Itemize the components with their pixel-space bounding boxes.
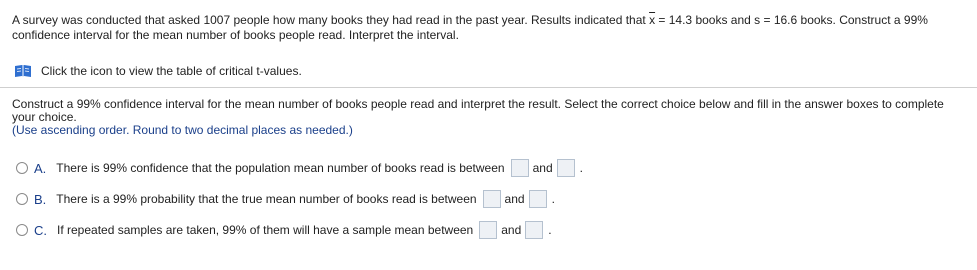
choice-a-text: There is 99% confidence that the population mean number of books read is between xyxy=(56,161,505,175)
choice-a-and: and xyxy=(532,161,553,175)
choice-c-letter: C. xyxy=(34,222,47,238)
t-table-link[interactable] xyxy=(14,64,302,78)
choice-a-period: . xyxy=(579,161,583,175)
choice-b-letter: B. xyxy=(34,191,47,207)
choice-b[interactable] xyxy=(16,190,555,208)
instructions-main: Construct a 99% confidence interval for the mean number of books people read and interpret the result. Select the correct choice below and fill in the answer boxes to complete your choice. xyxy=(12,97,944,124)
choice-b-radio[interactable] xyxy=(16,193,28,205)
choice-a[interactable] xyxy=(16,159,583,177)
problem-text-end: = 14.3 books and s = 16.6 books. Construct a 99% confidence interval for the mean number of books people read. Interpret the interval. xyxy=(12,13,928,42)
choice-a-letter: A. xyxy=(34,160,47,176)
choice-b-text: There is a 99% probability that the true mean number of books read is between xyxy=(56,192,477,206)
choice-a-lower-bound-input[interactable] xyxy=(511,159,529,177)
choice-c-period: . xyxy=(548,223,552,237)
sample-mean-symbol: $\overline{x}$ xyxy=(649,13,656,27)
choice-c-text: If repeated samples are taken, 99% of them will have a sample mean between xyxy=(57,223,474,237)
instructions xyxy=(12,98,967,137)
choice-b-and: and xyxy=(504,192,525,206)
problem-text-start: A survey was conducted that asked 1007 people how many books they had read in the past year. Results indicated that xyxy=(12,13,650,27)
choice-b-upper-bound-input[interactable] xyxy=(529,190,547,208)
t-table-link-text[interactable]: Click the icon to view the table of critical t-values. xyxy=(41,64,302,78)
choice-a-upper-bound-input[interactable] xyxy=(557,159,575,177)
instructions-hint: (Use ascending order. Round to two decimal places as needed.) xyxy=(12,123,353,137)
choice-b-lower-bound-input[interactable] xyxy=(483,190,501,208)
choice-b-period: . xyxy=(551,192,555,206)
choice-c-and: and xyxy=(501,223,522,237)
divider xyxy=(0,87,977,88)
choice-c[interactable] xyxy=(16,221,552,239)
problem-statement xyxy=(12,13,972,43)
book-icon[interactable] xyxy=(14,64,32,78)
choice-a-radio[interactable] xyxy=(16,162,28,174)
choice-c-radio[interactable] xyxy=(16,224,28,236)
choice-c-lower-bound-input[interactable] xyxy=(479,221,497,239)
choice-c-upper-bound-input[interactable] xyxy=(525,221,543,239)
